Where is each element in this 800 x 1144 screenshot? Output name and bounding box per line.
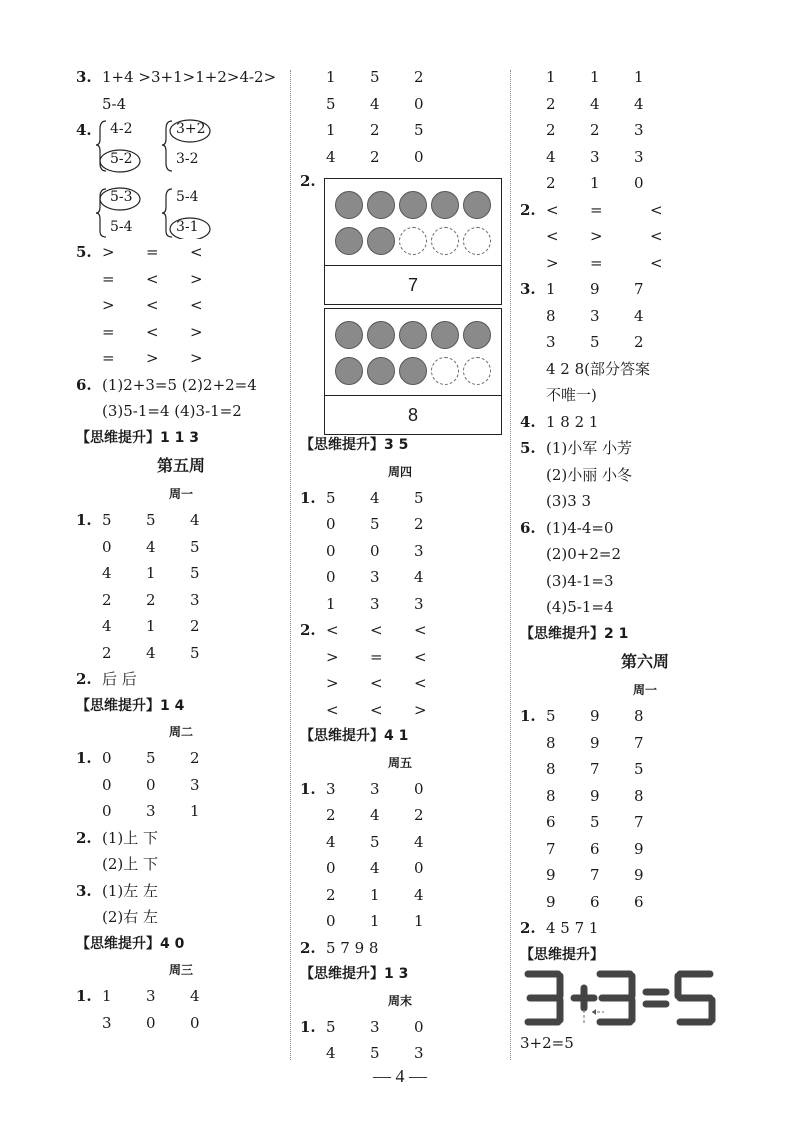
fruit-frame-1 xyxy=(324,178,502,305)
thinking-upgrade: 【思维提升】4 1 xyxy=(300,728,409,744)
fruit-filled-icon xyxy=(431,191,459,219)
thinking-upgrade: 【思维提升】2 1 xyxy=(520,625,629,642)
fruit-group-1 xyxy=(325,179,501,266)
tue-q2: 2. (1)上 下 xyxy=(76,828,159,847)
frame-answer: 7 xyxy=(407,275,418,295)
q6: 6. (1)4-4=0 (2)0+2=2 (3)4-1=3 (4)5-1=4 xyxy=(520,518,622,616)
fruit-filled-icon xyxy=(399,321,427,349)
fruit-filled-icon xyxy=(367,321,395,349)
fruit-group-2 xyxy=(325,309,501,396)
thinking-upgrade: 【思维提升】3 5 xyxy=(300,437,409,453)
q4-groups: 4. 4-2 5-2 3+2 3-2 5-3 5-4 5-4 3-1 xyxy=(76,117,286,239)
mon-q1: 1. 5 5 4 0 4 5 4 1 5 2 2 3 4 1 2 2 4 5 xyxy=(76,511,200,662)
fruit-outline-icon xyxy=(463,227,491,255)
thinking-upgrade: 【思维提升】4 0 xyxy=(76,935,185,952)
q6-row: 6. (1)2+3=5 (2)2+2=4 xyxy=(76,375,257,394)
fruit-filled-icon xyxy=(367,227,395,255)
fruit-filled-icon xyxy=(367,357,395,385)
fri-q1: 1. 3 3 0 2 4 2 4 5 4 0 4 0 2 1 4 0 1 1 xyxy=(300,779,424,930)
day-title: 周五 xyxy=(387,755,412,770)
fruit-outline-icon xyxy=(463,357,491,385)
w6-mon-q1: 1. 5 9 8 8 9 7 8 7 5 8 9 8 6 5 7 7 6 9 9 7 9 9 6 6 xyxy=(520,707,644,911)
q5: 5. (1)小军 小芳 xyxy=(520,439,633,457)
fri-q2: 2. 5 7 9 8 xyxy=(300,938,379,957)
wed-q1: 1. 1 3 4 3 0 0 xyxy=(76,987,200,1032)
fruit-filled-icon xyxy=(431,321,459,349)
fruit-filled-icon xyxy=(399,357,427,385)
fruit-outline-icon xyxy=(399,227,427,255)
thu-q2: 2. < < < > = < > < < < < > xyxy=(300,621,427,719)
top-rows: 1 1 1 2 4 4 2 2 3 4 3 3 2 1 0 xyxy=(546,68,644,192)
q2: 2. < = < < > < > = < xyxy=(520,200,663,272)
week-title: 第五周 xyxy=(156,456,205,475)
column-2 xyxy=(300,64,500,1067)
matchstick-figure xyxy=(520,968,740,1030)
top-rows: 1 5 2 5 4 0 1 2 5 4 2 0 xyxy=(326,68,424,166)
thinking-upgrade: 【思维提升】1 4 xyxy=(76,697,185,714)
day-title: 周三 xyxy=(168,963,193,977)
q3: 3. 1 9 7 8 3 4 3 5 2 4 2 8(部分答案 不唯一) xyxy=(520,280,651,404)
day-title: 周末 xyxy=(387,993,412,1008)
w6-q2: 2. 4 5 7 1 xyxy=(520,919,599,937)
matchstick-equation xyxy=(520,968,770,1030)
fruit-filled-icon xyxy=(399,191,427,219)
fruit-filled-icon xyxy=(367,191,395,219)
fruit-frame-2 xyxy=(324,308,502,435)
frame-answer: 8 xyxy=(407,405,418,425)
week-title: 第六周 xyxy=(620,652,669,671)
thinking-upgrade: 【思维提升】1 3 xyxy=(300,966,409,982)
thu-q1: 1. 5 4 5 0 5 2 0 0 3 0 3 4 1 3 3 xyxy=(300,488,424,613)
thinking-upgrade: 【思维提升】1 1 3 xyxy=(76,429,199,446)
tue-q3: 3. (1)左 左 xyxy=(76,881,159,900)
q3-row-cont: 5-4 xyxy=(102,94,127,113)
column-3: 1 1 1 2 4 4 2 2 3 4 3 3 2 1 0 2. < = < < > < > = < 3. 1 9 7 8 3 4 3 5 2 4 2 8(部分答案 不唯一) 4. 1 8 2 1 5. (1)小军 小芳 (2)小丽 小冬 (3)3 3 6. (1)4-4=0 (2)0+2=2 (3)4-1=3 (4)5-1=4 【思维提升】2 1 第六周 周一 1. 5 9 8 8 9 7 8 7 5 8 9 8 6 5 7 7 6 9 9 7 9 9 6 6 2. 4 5 7 1 【思维提升】 3+2=5 xyxy=(520,64,770,1057)
q6-row-cont: (3)5-1=4 (4)3-1=2 xyxy=(102,402,242,420)
q4: 4. 1 8 2 1 xyxy=(520,412,599,431)
q5-block: 5. > = < = < > > < < = < > = > > xyxy=(76,243,203,367)
tue-q1: 1. 0 5 2 0 0 3 0 3 1 xyxy=(76,749,200,820)
page-number: — 4 — xyxy=(373,1066,427,1086)
fruit-filled-icon xyxy=(335,321,363,349)
fruit-filled-icon xyxy=(335,191,363,219)
fruit-filled-icon xyxy=(335,357,363,385)
weekend-q1: 1. 5 3 0 4 5 3 xyxy=(300,1017,424,1062)
column-divider-2 xyxy=(510,70,511,1060)
q3-row: 3. 1+4 >3+1>1+2>4-2> xyxy=(76,68,277,86)
fruit-filled-icon xyxy=(463,191,491,219)
fruit-outline-icon xyxy=(431,227,459,255)
day-title: 周二 xyxy=(168,725,193,739)
day-title: 周四 xyxy=(387,464,412,479)
column-1: 3. 1+4 >3+1>1+2>4-2> 5-4 4. 4-2 5-2 3+2 3-2 5-3 5-4 5-4 3-1 5. > = < = < > > < < = < > = > > 6. (1)2+3=5 (2)2+2=4 (3)5-1=4 (4)3-1=2 【思维提升】1 1 3 第五周 周一 1. 5 5 4 0 4 5 4 1 5 2 2 3 4 1 2 2 4 5 2. 后 后 【思维提升】1 4 周二 1. 0 5 2 0 0 3 0 3 1 2. (1)上 下 (2)上 下 3. (1)左 左 (2)右 左 【思维提升】4 0 周三 1. 1 3 4 3 0 0 xyxy=(76,64,286,1036)
fruit-outline-icon xyxy=(431,357,459,385)
q2-frames: 2. 7 8 xyxy=(300,170,500,432)
day-title: 周一 xyxy=(168,487,193,501)
fruit-filled-icon xyxy=(335,227,363,255)
mon-q2: 2. 后 后 xyxy=(76,670,137,688)
day-title: 周一 xyxy=(632,683,657,697)
answer-equation: 3+2=5 xyxy=(520,1034,574,1052)
fruit-filled-icon xyxy=(463,321,491,349)
thinking-upgrade: 【思维提升】 xyxy=(520,946,604,963)
